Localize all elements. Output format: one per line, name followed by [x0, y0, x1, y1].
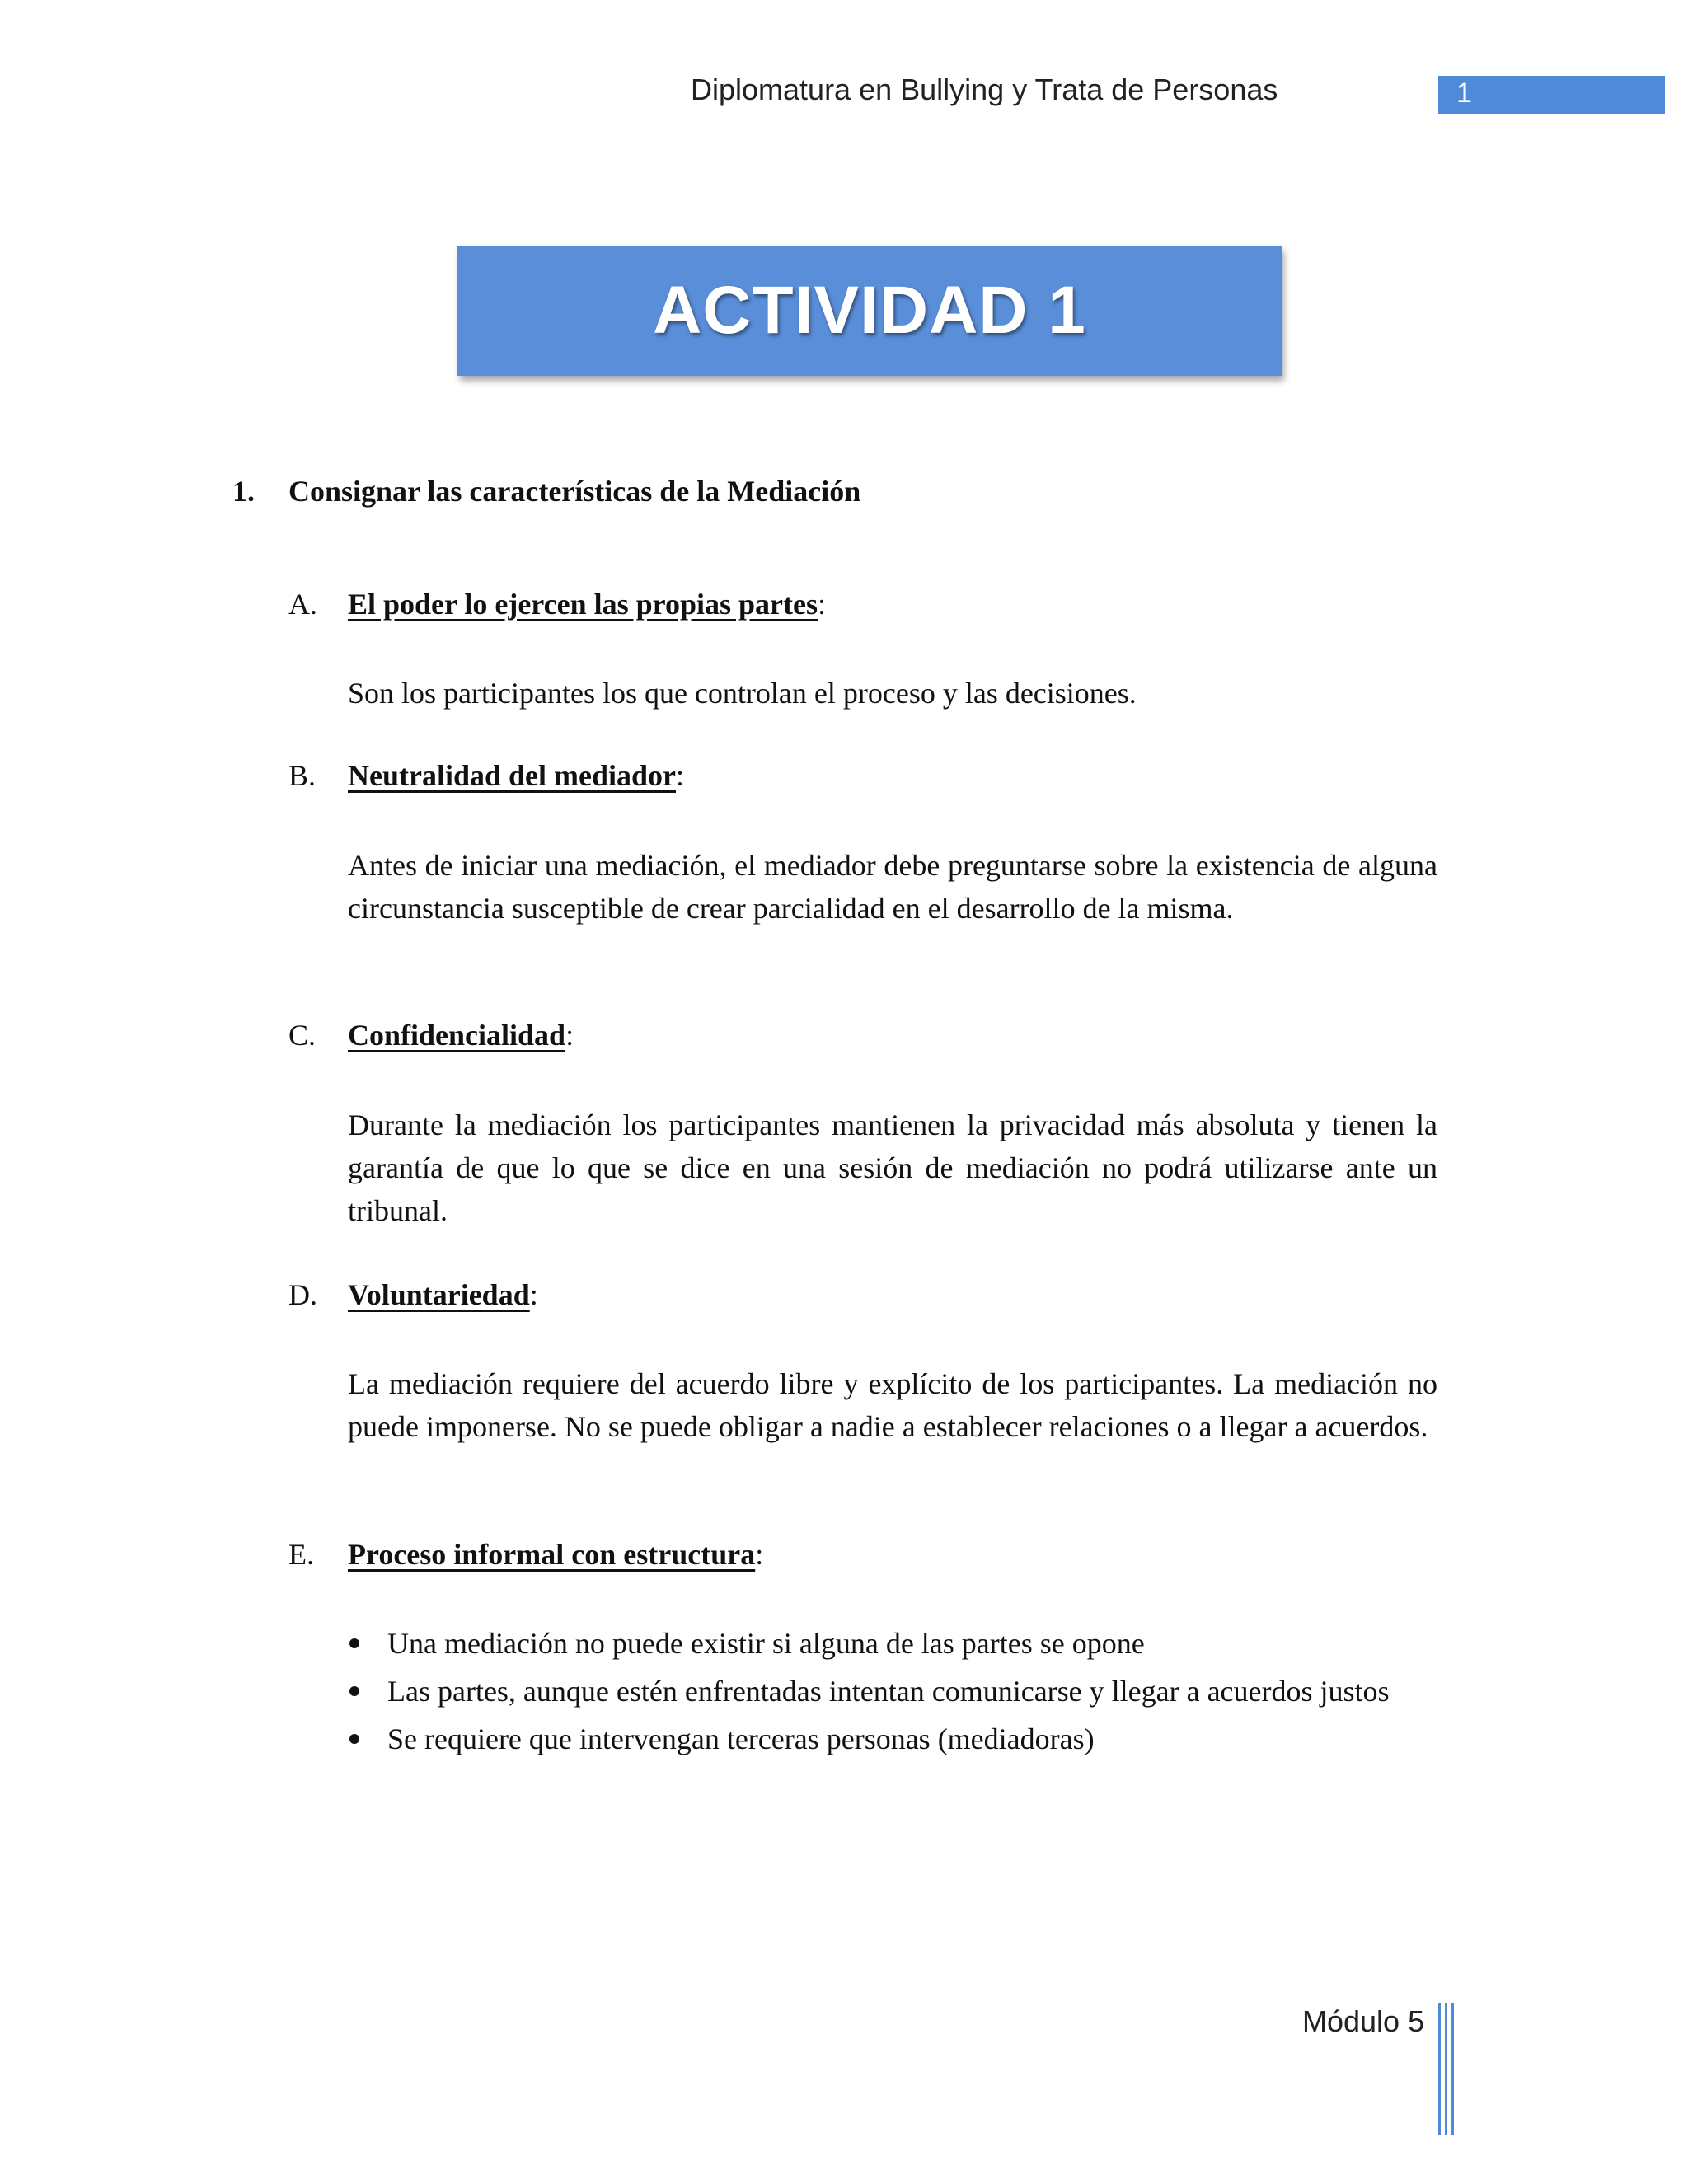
- activity-banner: [457, 246, 1282, 376]
- item-letter-e: E.: [288, 1538, 314, 1571]
- bullet-text: Una mediación no puede existir si alguna de las partes se opone: [387, 1627, 1145, 1660]
- item-body-c: Durante la mediación los participantes mantienen la privacidad más absoluta y tienen la garantía de que lo que se dice en una sesión de mediación no podrá utilizarse ante un tribunal.: [348, 1108, 1437, 1227]
- list-item: [348, 1670, 1437, 1713]
- bullet-text: Se requiere que intervengan terceras personas (mediadoras): [387, 1722, 1095, 1755]
- item-heading-c-text: Confidencialidad: [348, 1019, 566, 1052]
- question-text: Consignar las características de la Mediación: [288, 475, 861, 508]
- item-body-a: Son los participantes los que controlan el proceso y las decisiones.: [348, 677, 1137, 710]
- item-body-b: Antes de iniciar una mediación, el mediador debe preguntarse sobre la existencia de alguna circunstancia susceptible de crear parcialidad en el desarrollo de la misma.: [348, 849, 1437, 925]
- item-letter-b: B.: [288, 759, 316, 792]
- page-number: 1: [1456, 77, 1472, 109]
- item-letter-c: C.: [288, 1019, 316, 1052]
- item-e-bullet-list: [348, 1622, 1437, 1765]
- item-heading-e-text: Proceso informal con estructura: [348, 1538, 756, 1571]
- item-heading-d: Voluntariedad:: [348, 1278, 538, 1311]
- item-heading-b: Neutralidad del mediador:: [348, 759, 685, 792]
- bullet-icon: [349, 1638, 359, 1648]
- item-heading-b-text: Neutralidad del mediador: [348, 759, 677, 792]
- header-title: Diplomatura en Bullying y Trata de Personas: [691, 73, 1278, 106]
- item-heading-a-text: El poder lo ejercen las propias partes: [348, 588, 818, 621]
- item-letter-d: D.: [288, 1278, 317, 1311]
- footer-module: Módulo 5: [1302, 2004, 1425, 2038]
- item-letter-a: A.: [288, 588, 317, 621]
- item-body-d: La mediación requiere del acuerdo libre y explícito de los participantes. La mediación no puede imponerse. No se puede obligar a nadie a establecer relaciones o a llegar a acuerdos.: [348, 1367, 1437, 1443]
- bullet-icon: [349, 1686, 359, 1696]
- item-heading-d-text: Voluntariedad: [348, 1278, 530, 1311]
- item-heading-c: Confidencialidad:: [348, 1019, 574, 1052]
- list-item: [348, 1718, 1437, 1760]
- footer-decoration-lines: [1438, 2003, 1455, 2135]
- page-number-box: [1438, 76, 1665, 114]
- item-heading-a: El poder lo ejercen las propias partes:: [348, 588, 827, 621]
- activity-title: ACTIVIDAD 1: [653, 273, 1086, 348]
- question-number: 1.: [232, 475, 255, 508]
- item-heading-e: Proceso informal con estructura:: [348, 1538, 764, 1571]
- list-item: [348, 1622, 1437, 1665]
- bullet-icon: [349, 1734, 359, 1744]
- bullet-text: Las partes, aunque estén enfrentadas intentan comunicarse y llegar a acuerdos justos: [387, 1675, 1390, 1708]
